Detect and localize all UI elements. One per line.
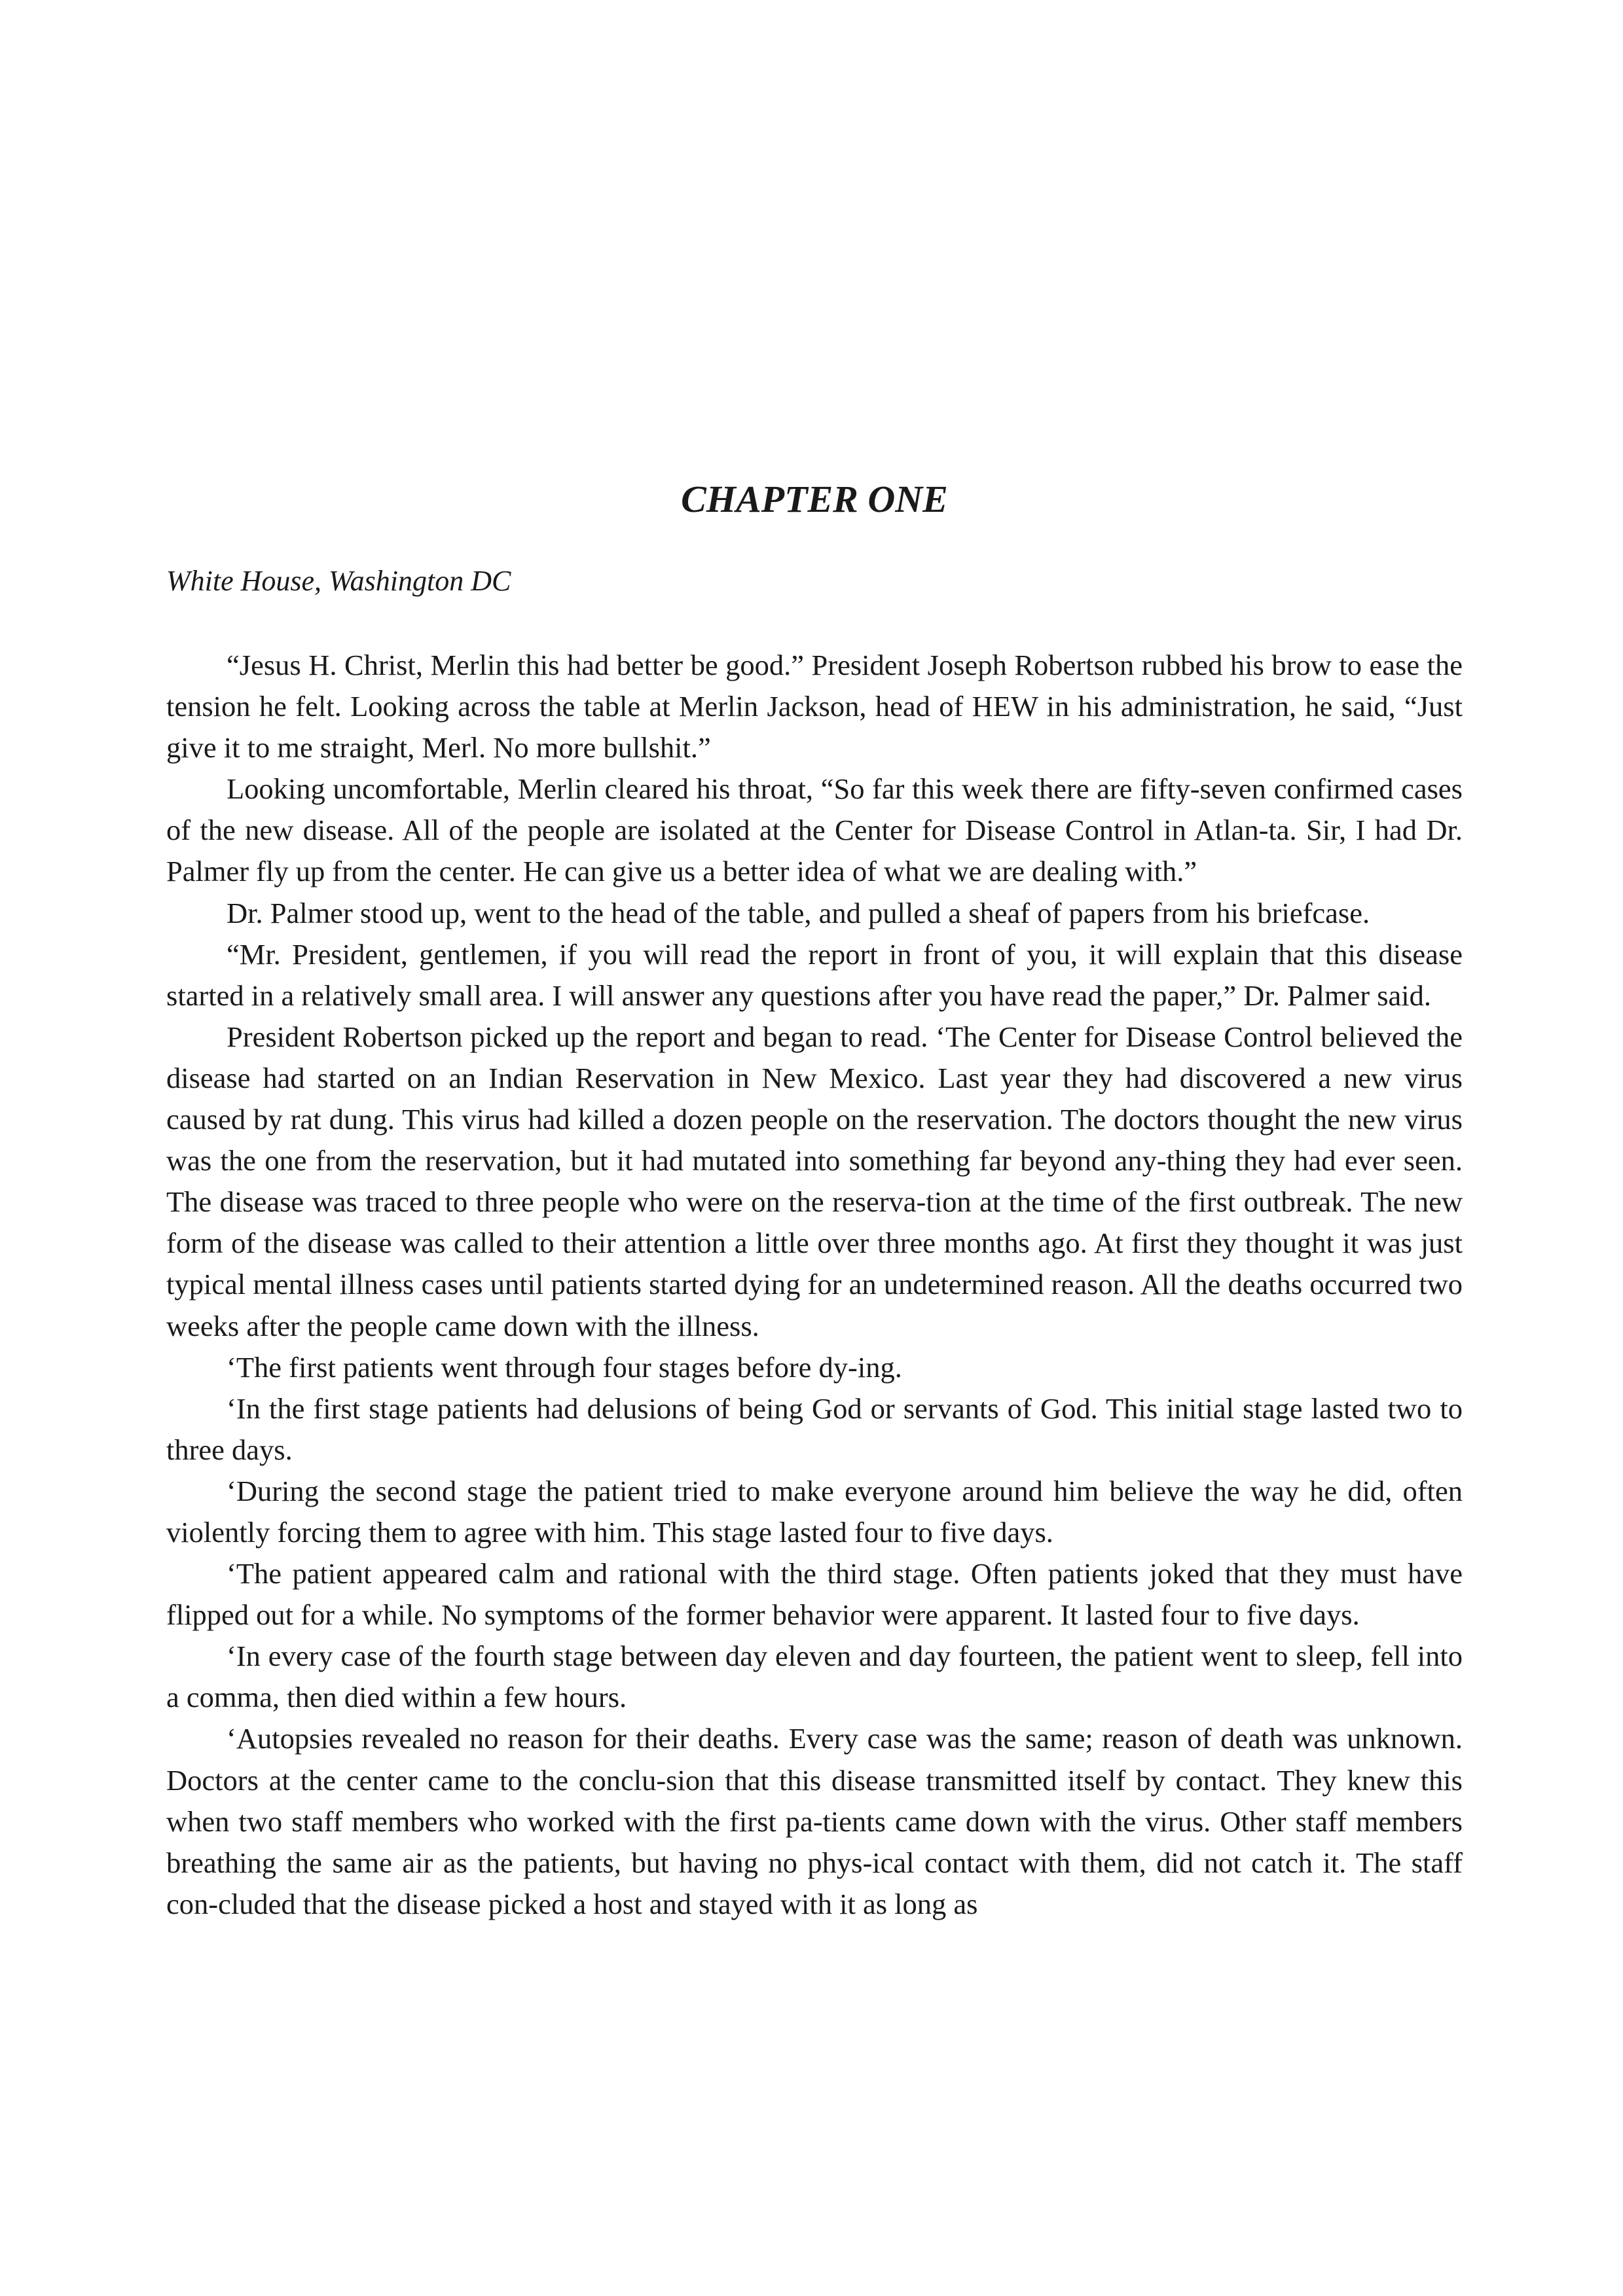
paragraph: Dr. Palmer stood up, went to the head of the table, and pulled a sheaf of papers from his briefcase.	[227, 896, 1370, 929]
paragraph: ‘In the first stage patients had delusions of being God or servants of God. This initial stage lasted two to three days.	[166, 1391, 1463, 1466]
paragraph: President Robertson picked up the report and began to read. ‘The Center for Disease Control believed the disease had started on an Indian Reservation in New Mexico. Last year they had discovered a new virus caused by rat dung. This virus had killed a dozen people on the reservation. The doctors thought the new virus was the one from the reservation, but it had mutated into something far beyond any-thing they had ever seen. The disease was traced to three people who were on the reserva-tion at the time of the first outbreak. The new form of the disease was called to their attention a little over three months ago. At first they thought it was just typical mental illness cases until patients started dying for an undetermined reason. All the deaths occurred two weeks after the people came down with the illness.	[166, 1020, 1463, 1342]
body-text	[166, 645, 1463, 1925]
paragraph: ‘In every case of the fourth stage between day eleven and day fourteen, the patient went to sleep, fell into a comma, then died within a few hours.	[166, 1640, 1463, 1714]
paragraph: “Mr. President, gentlemen, if you will read the report in front of you, it will explain that this disease started in a relatively small area. I will answer any questions after you have read the paper,” Dr. Palmer said.	[166, 937, 1463, 1012]
paragraph: Looking uncomfortable, Merlin cleared his throat, “So far this week there are fifty-seven confirmed cases of the new disease. All of the people are isolated at the Center for Disease Control in Atlan-ta. Sir, I had Dr. Palmer fly up from the center. He can give us a better idea of what we are dealing with.”	[166, 772, 1463, 888]
paragraph: ‘The first patients went through four stages before dy-ing.	[227, 1350, 902, 1384]
paragraph: ‘During the second stage the patient tried to make everyone around him believe the way he did, often violently forcing them to agree with him. This stage lasted four to five days.	[166, 1474, 1463, 1549]
paragraph: ‘The patient appeared calm and rational with the third stage. Often patients joked that they must have flipped out for a while. No symptoms of the former behavior were apparent. It lasted four to five days.	[166, 1557, 1463, 1632]
paragraph: “Jesus H. Christ, Merlin this had better be good.” President Joseph Robertson rubbed his brow to ease the tension he felt. Looking across the table at Merlin Jackson, head of HEW in his administration, he said, “Just give it to me straight, Merl. No more bullshit.”	[166, 649, 1463, 764]
document-page	[166, 0, 1463, 2296]
chapter-title: CHAPTER ONE	[681, 478, 948, 520]
paragraph: ‘Autopsies revealed no reason for their deaths. Every case was the same; reason of death was unknown. Doctors at the center came to the conclu-sion that this disease transmitted itself by contact. They knew this when two staff members who worked with the first pa-tients came down with the virus. Other staff members breathing the same air as the patients, but having no phys-ical contact with them, did not catch it. The staff con-cluded that the disease picked a host and stayed with it as long as	[166, 1722, 1463, 1920]
location-line: White House, Washington DC	[166, 565, 511, 597]
